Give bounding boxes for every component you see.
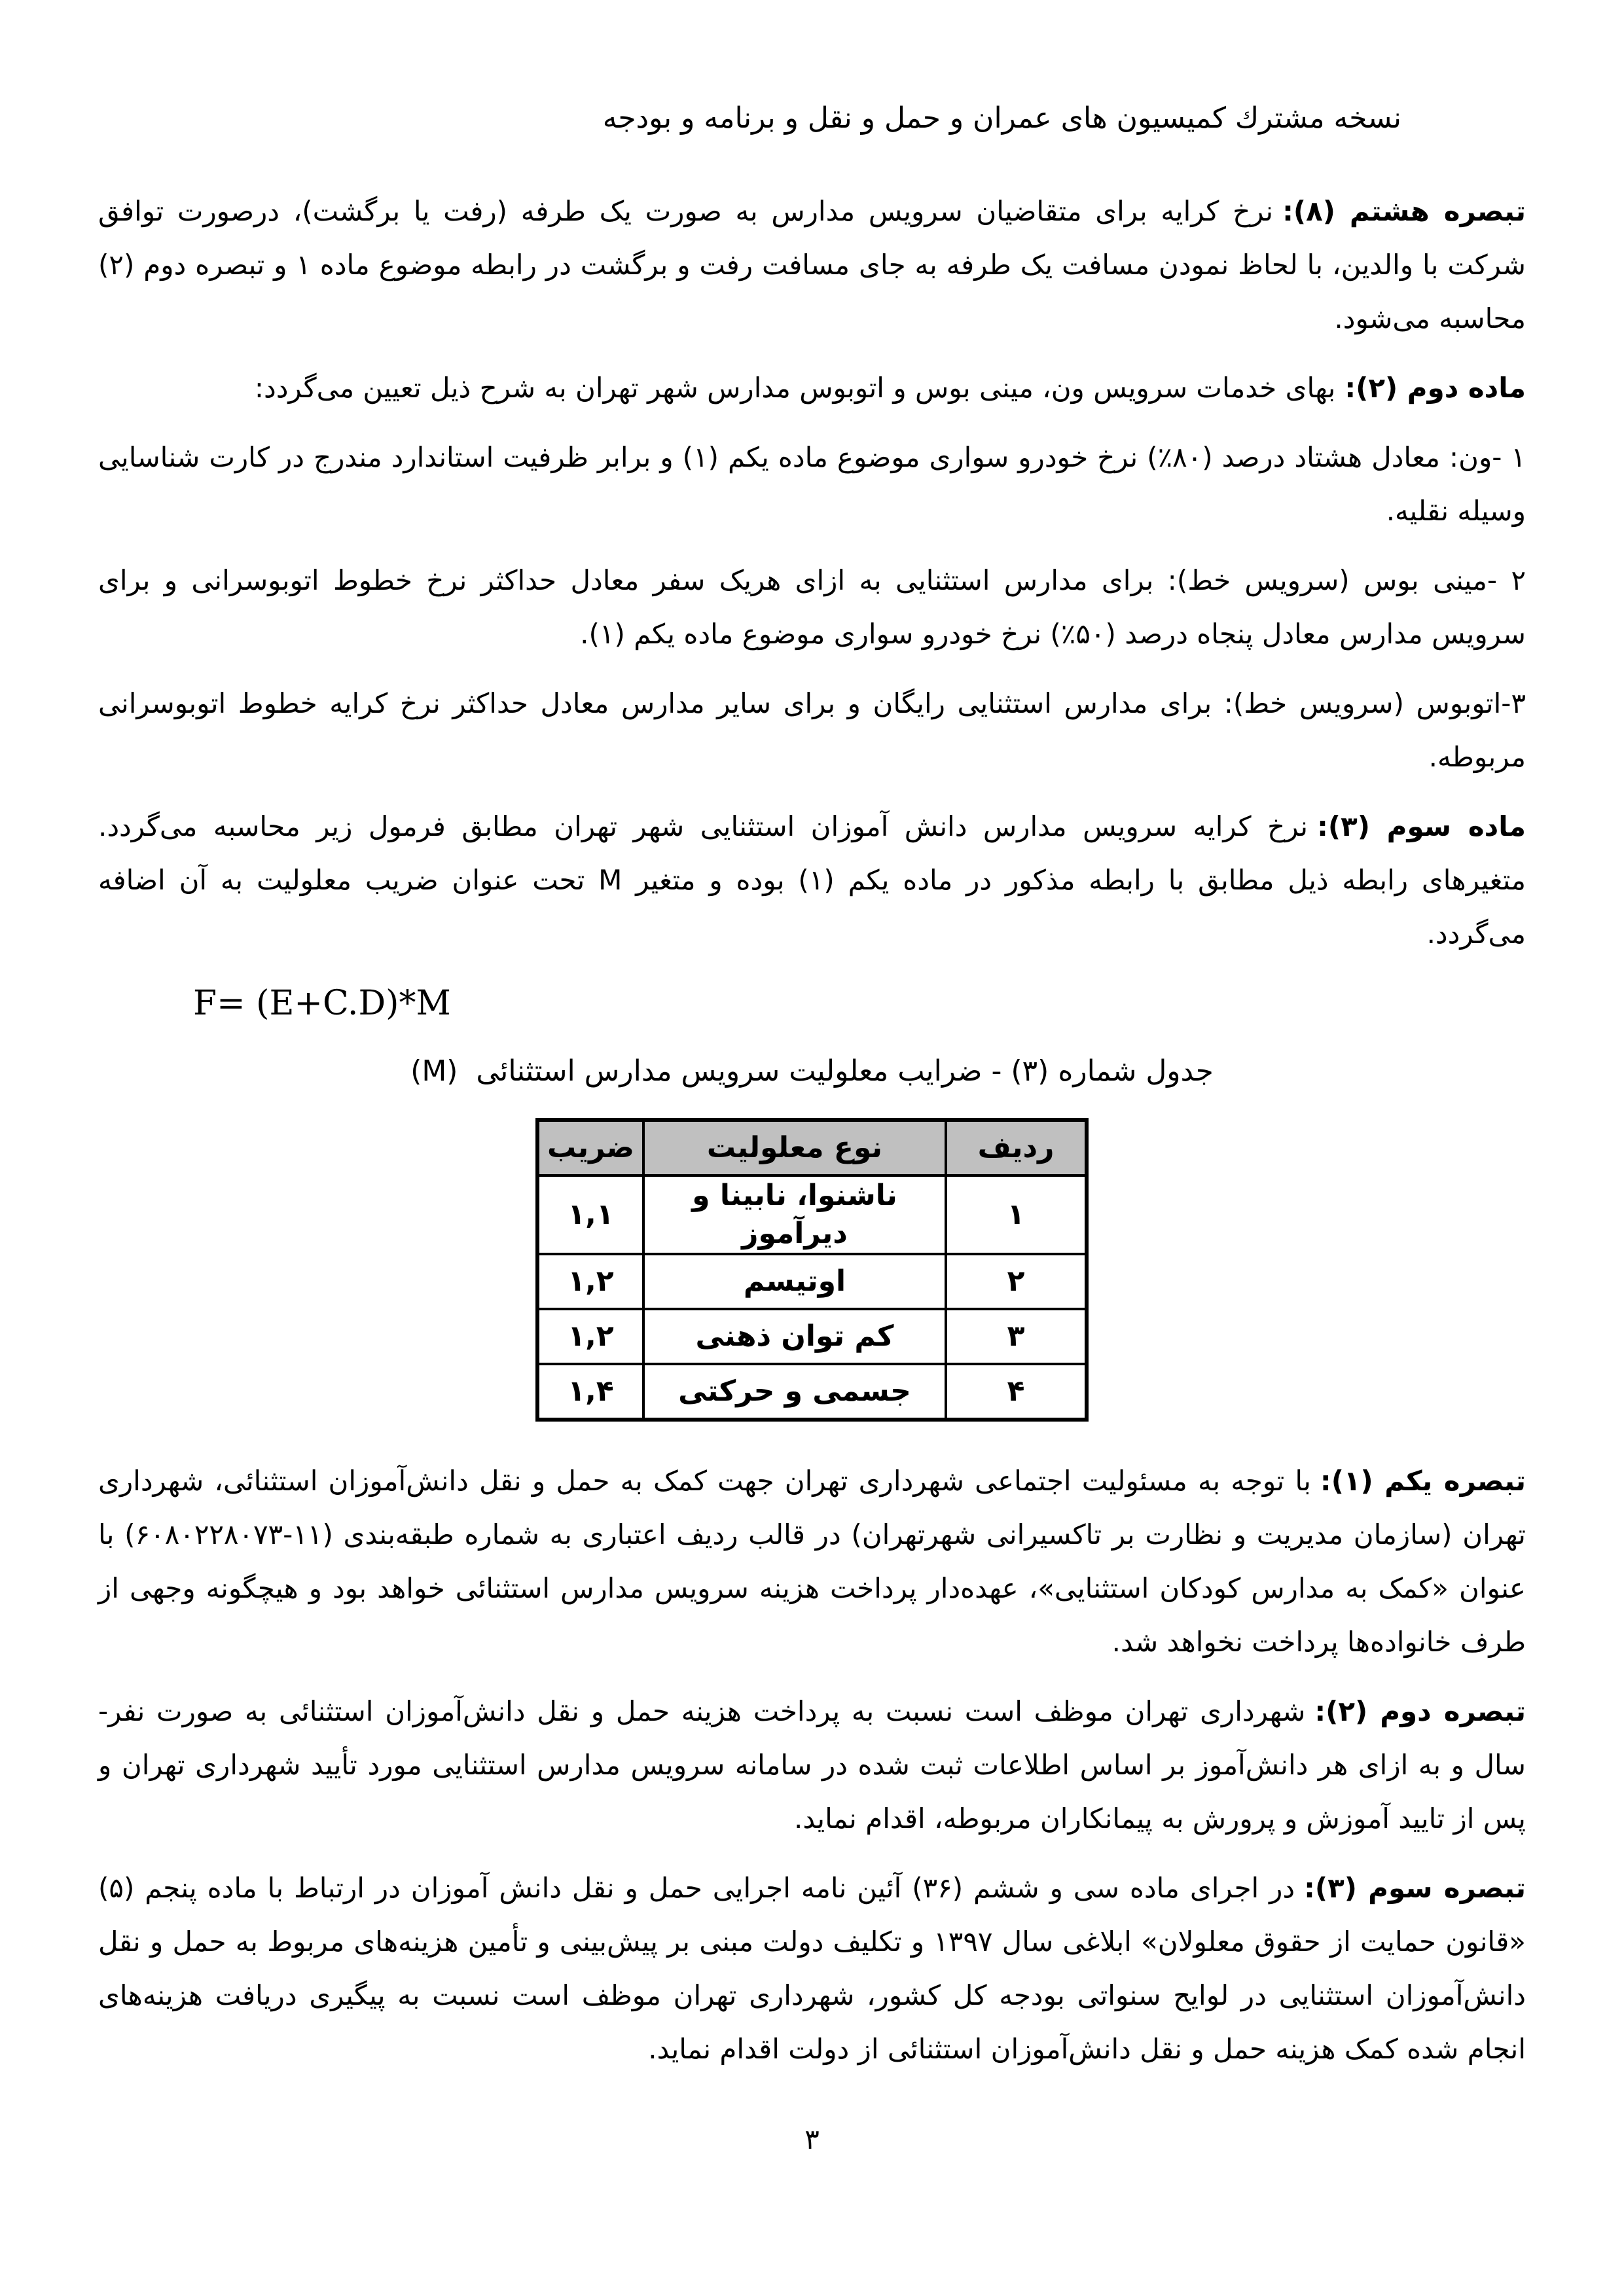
table-cell-row-number: ۳: [946, 1309, 1087, 1364]
paragraph-lead: تبصره دوم (۲):: [1314, 1695, 1526, 1727]
column-header-disability-type: نوع معلولیت: [643, 1120, 946, 1175]
paragraph-item-1-van: [98, 431, 1526, 538]
paragraph-note-8: [98, 185, 1526, 346]
table-cell-disability-type: ناشنوا، نابینا و دیرآموز: [643, 1175, 946, 1254]
table-row: [537, 1175, 1087, 1254]
paragraph-lead: تبصره هشتم (۸):: [1282, 195, 1526, 227]
paragraph-text: شهرداری تهران موظف است نسبت به پرداخت هزینه حمل و نقل دانش‌آموزان استثنائی به صورت نفر-سال و به ازای هر دانش‌آموز بر اساس اطلاعات ثبت شده در سامانه سرویس مدارس استثنایی مورد تأیید شهرداری تهران و پس از تایید آموزش و پرورش به پیمانکاران مربوطه، اقدام نماید.: [98, 1695, 1526, 1835]
table-cell-coefficient: ۱,۱: [537, 1175, 643, 1254]
paragraph-text: ۱ -ون: معادل هشتاد درصد (⁦٪۸۰⁩) نرخ خودرو سواری موضوع ماده یکم (۱) و برابر ظرفیت استاندارد مندرج در کارت شناسایی وسیله نقلیه.: [98, 441, 1526, 527]
paragraph-text: ۳-اتوبوس (سرویس خط): برای مدارس استثنایی رایگان و برای سایر مدارس معادل حداکثر نرخ کرایه خطوط اتوبوسرانی مربوطه.: [98, 687, 1526, 773]
table-header-row: [537, 1120, 1087, 1175]
table-cell-coefficient: ۱,۲: [537, 1254, 643, 1309]
table-row: [537, 1364, 1087, 1420]
paragraph-text: با توجه به مسئولیت اجتماعی شهرداری تهران جهت کمک به حمل و نقل دانش‌آموزان استثنائی، شهرداری تهران (سازمان مدیریت و نظارت بر تاکسیرانی شهرتهران) در قالب ردیف اعتباری به شماره طبقه‌بندی (⁦۶۰۸۰۲۲۸۰۷۳-۱۱⁩) با عنوان «کمک به مدارس کودکان استثنایی»، عهده‌دار پرداخت هزینه سرویس مدارس استثنائی خواهد بود و هیچگونه وجهی از طرف خانواده‌ها پرداخت نخواهد شد.: [98, 1465, 1526, 1658]
table-cell-disability-type: کم توان ذهنی: [643, 1309, 946, 1364]
table-cell-disability-type: جسمی و حرکتی: [643, 1364, 946, 1420]
paragraph-item-3-bus: [98, 677, 1526, 784]
table-row: [537, 1254, 1087, 1309]
table-cell-coefficient: ۱,۴: [537, 1364, 643, 1420]
paragraph-text: در اجرای ماده سی و ششم (۳۶) آئین نامه اجرایی حمل و نقل دانش آموزان در ارتباط با ماده پنجم (۵) «قانون حمایت از حقوق معلولان» ابلاغی سال ۱۳۹۷ و تکلیف دولت مبنی بر پیش‌بینی و تأمین هزینه‌های مربوط به حمل و نقل دانش‌آموزان استثنایی در لوایح سنواتی بودجه کل کشور، شهرداری تهران موظف است نسبت به پیگیری دریافت هزینه‌های انجام شده کمک هزینه حمل و نقل دانش‌آموزان استثنائی از دولت اقدام نماید.: [98, 1872, 1526, 2065]
paragraph-article-3: [98, 800, 1526, 961]
paragraph-article-2: [98, 361, 1526, 415]
page-number: ۳: [804, 2123, 820, 2155]
paragraph-note-2: [98, 1685, 1526, 1846]
table-caption: جدول شماره (۳) - ضرایب معلولیت سرویس مدارس استثنائی (M): [410, 1054, 1214, 1088]
paragraph-lead: تبصره یکم (۱):: [1320, 1465, 1526, 1497]
paragraph-text: ۲ -مینی بوس (سرویس خط): برای مدارس استثنایی به ازای هریک سفر معادل حداکثر نرخ خطوط اتوبوسرانی و برای سرویس مدارس معادل پنجاه درصد (⁦٪۵۰⁩) نرخ خودرو سواری موضوع ماده یکم (۱).: [98, 564, 1526, 650]
paragraph-text: بهای خدمات سرویس ون، مینی بوس و اتوبوس مدارس شهر تهران به شرح ذیل تعیین می‌گردد:: [254, 372, 1336, 404]
column-header-row-number: ردیف: [946, 1120, 1087, 1175]
column-header-coefficient: ضریب: [537, 1120, 643, 1175]
paragraph-lead: ماده دوم (۲):: [1344, 372, 1526, 404]
table-cell-row-number: ۴: [946, 1364, 1087, 1420]
paragraph-text: نرخ کرایه سرویس مدارس دانش آموزان استثنایی شهر تهران مطابق فرمول زیر محاسبه می‌گردد. متغیرهای رابطه ذیل مطابق با رابطه مذکور در ماده یکم (۱) بوده و متغیر M تحت عنوان ضریب معلولیت به آن اضافه می‌گردد.: [98, 810, 1526, 950]
paragraph-text: نرخ کرایه برای متقاضیان سرویس مدارس به صورت یک طرفه (رفت یا برگشت)، درصورت توافق شرکت با والدین، با لحاظ نمودن مسافت یک طرفه به جای مسافت رفت و برگشت در رابطه موضوع ماده ۱ و تبصره دوم (۲) محاسبه می‌شود.: [98, 195, 1526, 334]
table-cell-disability-type: اوتیسم: [643, 1254, 946, 1309]
paragraph-note-3: [98, 1861, 1526, 2076]
table-cell-row-number: ۲: [946, 1254, 1087, 1309]
disability-coefficients-table: [535, 1118, 1089, 1422]
paragraph-lead: تبصره سوم (۳):: [1304, 1872, 1526, 1904]
table-cell-row-number: ۱: [946, 1175, 1087, 1254]
fare-formula: F= (E+C.D)*M: [193, 984, 451, 1023]
paragraph-item-2-minibus: [98, 554, 1526, 661]
table-cell-coefficient: ۱,۲: [537, 1309, 643, 1364]
table-row: [537, 1309, 1087, 1364]
paragraph-lead: ماده سوم (۳):: [1317, 810, 1526, 842]
paragraph-note-1: [98, 1454, 1526, 1669]
document-header: نسخه مشترك كميسيون های عمران و حمل و نقل و برنامه و بودجه: [602, 101, 1401, 135]
